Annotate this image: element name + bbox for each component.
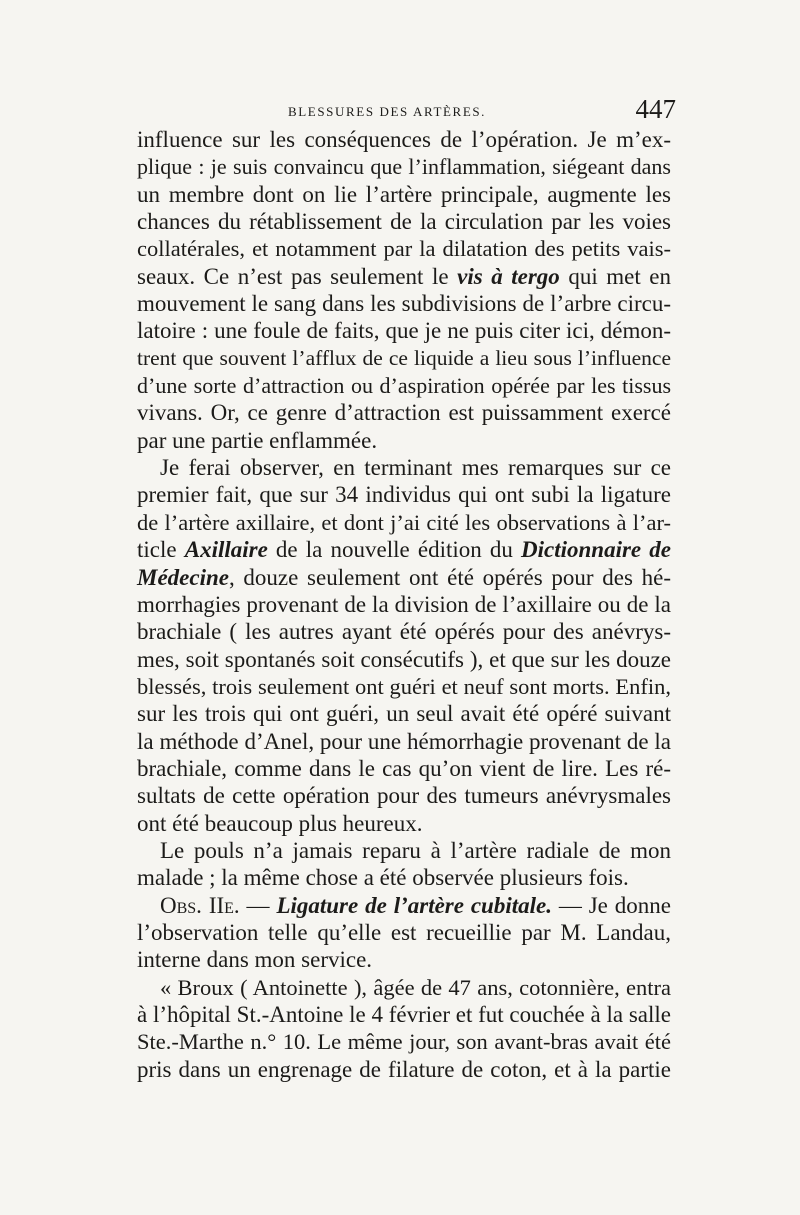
text-line: blessés, trois seulement ont guéri et neuf sont morts. Enfin, xyxy=(137,673,671,699)
text-line: interne dans mon service. xyxy=(137,947,373,973)
text-line: latoire : une foule de faits, que je ne puis citer ici, démon- xyxy=(137,318,671,344)
text-line: de l’artère axillaire, et dont j’ai cité les observations à l’ar- xyxy=(137,509,671,535)
text-line: trent que souvent l’afflux de ce liquide a lieu sous l’influence xyxy=(137,345,671,370)
text-line: ont été beaucoup plus heureux. xyxy=(137,810,423,836)
text-line: premier fait, que sur 34 individus qui ont subi la ligature xyxy=(137,482,671,508)
text-line: l’observation telle qu’elle est recueillie par M. Landau, xyxy=(137,919,671,945)
text-line: sur les trois qui ont guéri, un seul avait été opéré suivant xyxy=(137,701,671,727)
text-line: chances du rétablissement de la circulation par les voies xyxy=(137,209,671,235)
observation-heading-line: Obs. IIe. — Ligature de l’artère cubitale. — Je donne xyxy=(160,892,671,918)
text-line: morrhagies provenant de la division de l’axillaire ou de la xyxy=(137,591,671,617)
text-line: d’une sorte d’attraction ou d’aspiration opérée par les tissus xyxy=(137,373,671,399)
page-header xyxy=(288,94,676,130)
text-line: Je ferai observer, en terminant mes remarques sur ce xyxy=(160,455,671,481)
text-line: seaux. Ce n’est pas seulement le vis à tergo qui met en xyxy=(137,263,671,289)
text-line: plique : je suis convaincu que l’inflammation, siégeant dans xyxy=(137,154,671,180)
text-line: brachiale, comme dans le cas qu’on vient de lire. Les ré- xyxy=(137,755,671,781)
italic-term: Médecine xyxy=(137,564,229,590)
text-line: un membre dont on lie l’artère principale, augmente les xyxy=(137,181,671,207)
text-line: ticle Axillaire de la nouvelle édition du Dictionnaire de xyxy=(137,537,671,563)
text-line: influence sur les conséquences de l’opération. Je m’ex- xyxy=(137,127,671,152)
latin-phrase: vis à tergo xyxy=(457,263,560,289)
running-head: BLESSURES DES ARTÈRES. xyxy=(288,104,487,119)
text-line: pris dans un engrenage de filature de coton, et à la partie xyxy=(137,1056,671,1082)
observation-title: Ligature de l’artère cubitale. xyxy=(276,892,552,918)
body-text xyxy=(137,126,671,1083)
text-line: « Broux ( Antoinette ), âgée de 47 ans, cotonnière, entra xyxy=(160,974,671,1000)
text-line: vivans. Or, ce genre d’attraction est puissamment exercé xyxy=(137,400,671,426)
text-line: mes, soit spontanés soit consécutifs ), et que sur les douze xyxy=(137,646,671,672)
page-number: 447 xyxy=(635,94,676,124)
italic-term: Dictionnaire de xyxy=(521,537,671,563)
text-line: par une partie enflammée. xyxy=(137,427,378,453)
text-line: Ste.-Marthe n.° 10. Le même jour, son avant-bras avait été xyxy=(137,1029,671,1055)
text-line: la méthode d’Anel, pour une hémorrhagie provenant de la xyxy=(137,728,671,754)
text-line: mouvement le sang dans les subdivisions de l’arbre circu- xyxy=(137,291,671,317)
italic-term: Axillaire xyxy=(184,537,268,563)
text-line: brachiale ( les autres ayant été opérés pour des anévrys- xyxy=(137,619,671,645)
text-line: sultats de cette opération pour des tumeurs anévrysmales xyxy=(137,783,671,809)
text-line: malade ; la même chose a été observée plusieurs fois. xyxy=(137,865,629,891)
text-line: Le pouls n’a jamais reparu à l’artère radiale de mon xyxy=(160,837,671,863)
text-line: Médecine, douze seulement ont été opérés pour des hé- xyxy=(137,564,671,590)
text-line: à l’hôpital St.-Antoine le 4 février et fut couchée à la salle xyxy=(137,1002,671,1027)
text-line: collatérales, et notamment par la dilatation des petits vais- xyxy=(137,236,671,262)
